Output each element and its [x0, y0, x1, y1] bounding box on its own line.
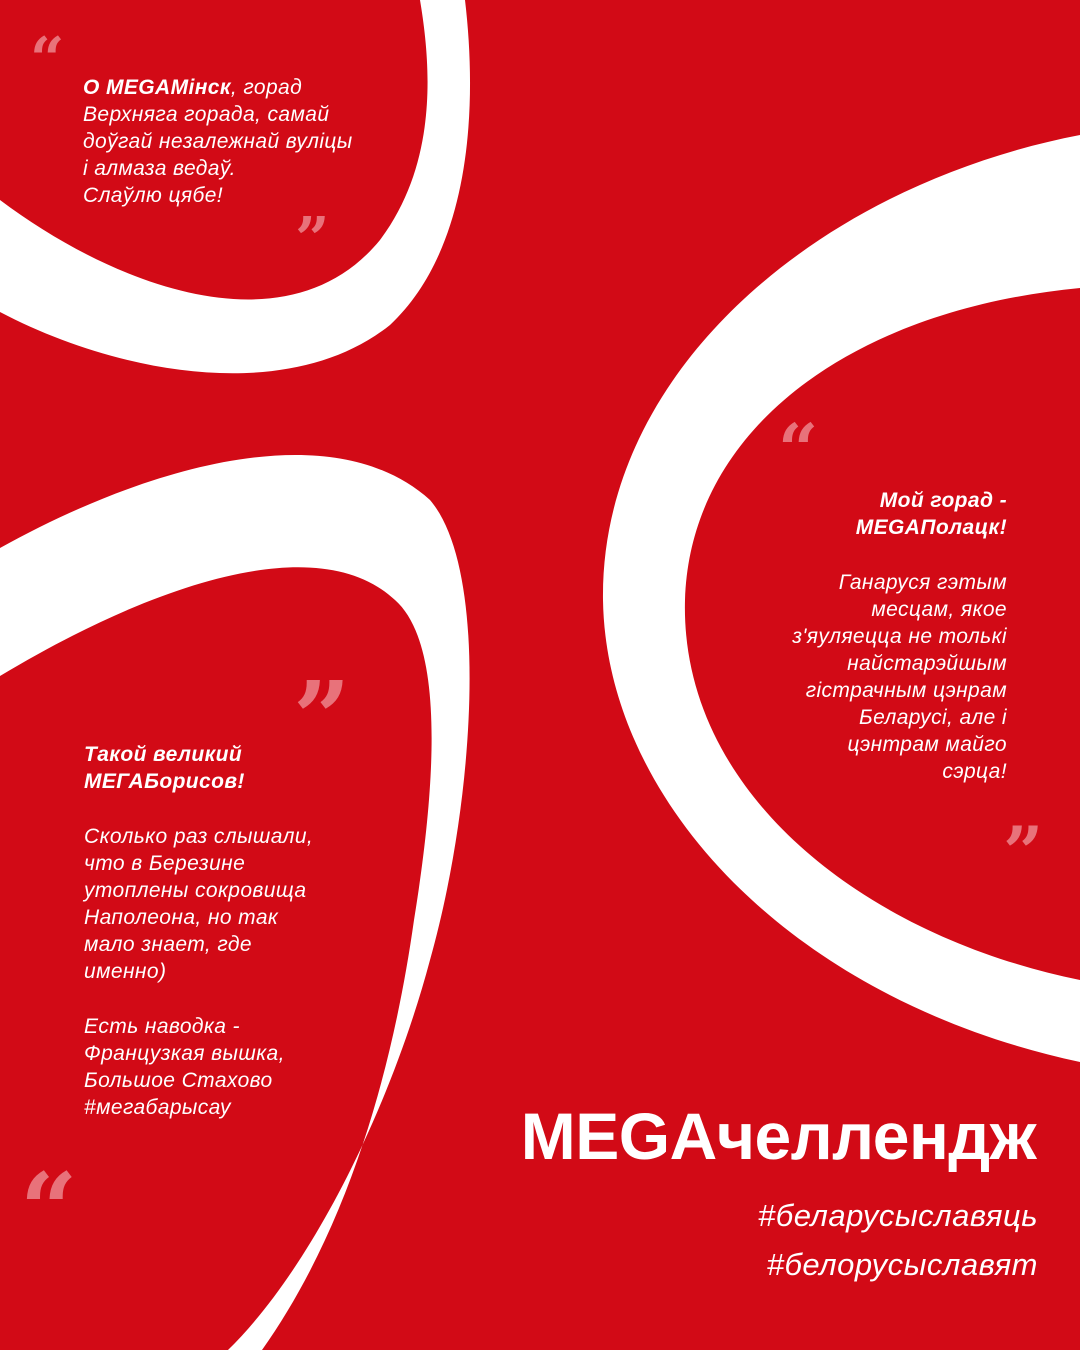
borisov-text: Сколько раз слышали, что в Березине утоплены сокровища Наполеона, но так мало знает, где именно) — [84, 825, 314, 983]
hashtag-be: #беларусыславяць — [758, 1198, 1038, 1233]
open-quote-icon: “ — [20, 1151, 78, 1269]
minsk-quote — [83, 74, 353, 209]
campaign-title: MEGAчеллендж — [520, 1099, 1036, 1173]
borisov-heading: Такой великий МЕГАБорисов! — [84, 743, 245, 793]
minsk-quote-text: , горад Верхняга горада, самай доўгай незалежнай вуліцы і алмаза ведаў. Слаўлю цябе! — [83, 76, 353, 207]
close-quote-icon: ” — [295, 205, 330, 275]
close-quote-icon: ” — [1003, 811, 1044, 894]
open-quote-icon: “ — [30, 25, 65, 95]
minsk-quote-bold: О MEGAМінск — [83, 76, 231, 99]
hashtag-ru: #белорусыславят — [766, 1247, 1038, 1282]
polotsk-heading: Мой горад - MEGAПолацк! — [855, 489, 1007, 539]
borisov-text-2: Есть наводка - Французкая вышка, Большое Стахово #мегабарысау — [84, 1015, 285, 1119]
open-quote-icon: “ — [778, 408, 819, 491]
polotsk-text: Ганаруся гэтым месцам, якое з'яуляецца не толькі найстарэйшым гістрачным цэнрам Беларусі, але і цэнтрам майго сэрца! — [792, 571, 1007, 783]
close-quote-icon: ” — [293, 659, 351, 777]
